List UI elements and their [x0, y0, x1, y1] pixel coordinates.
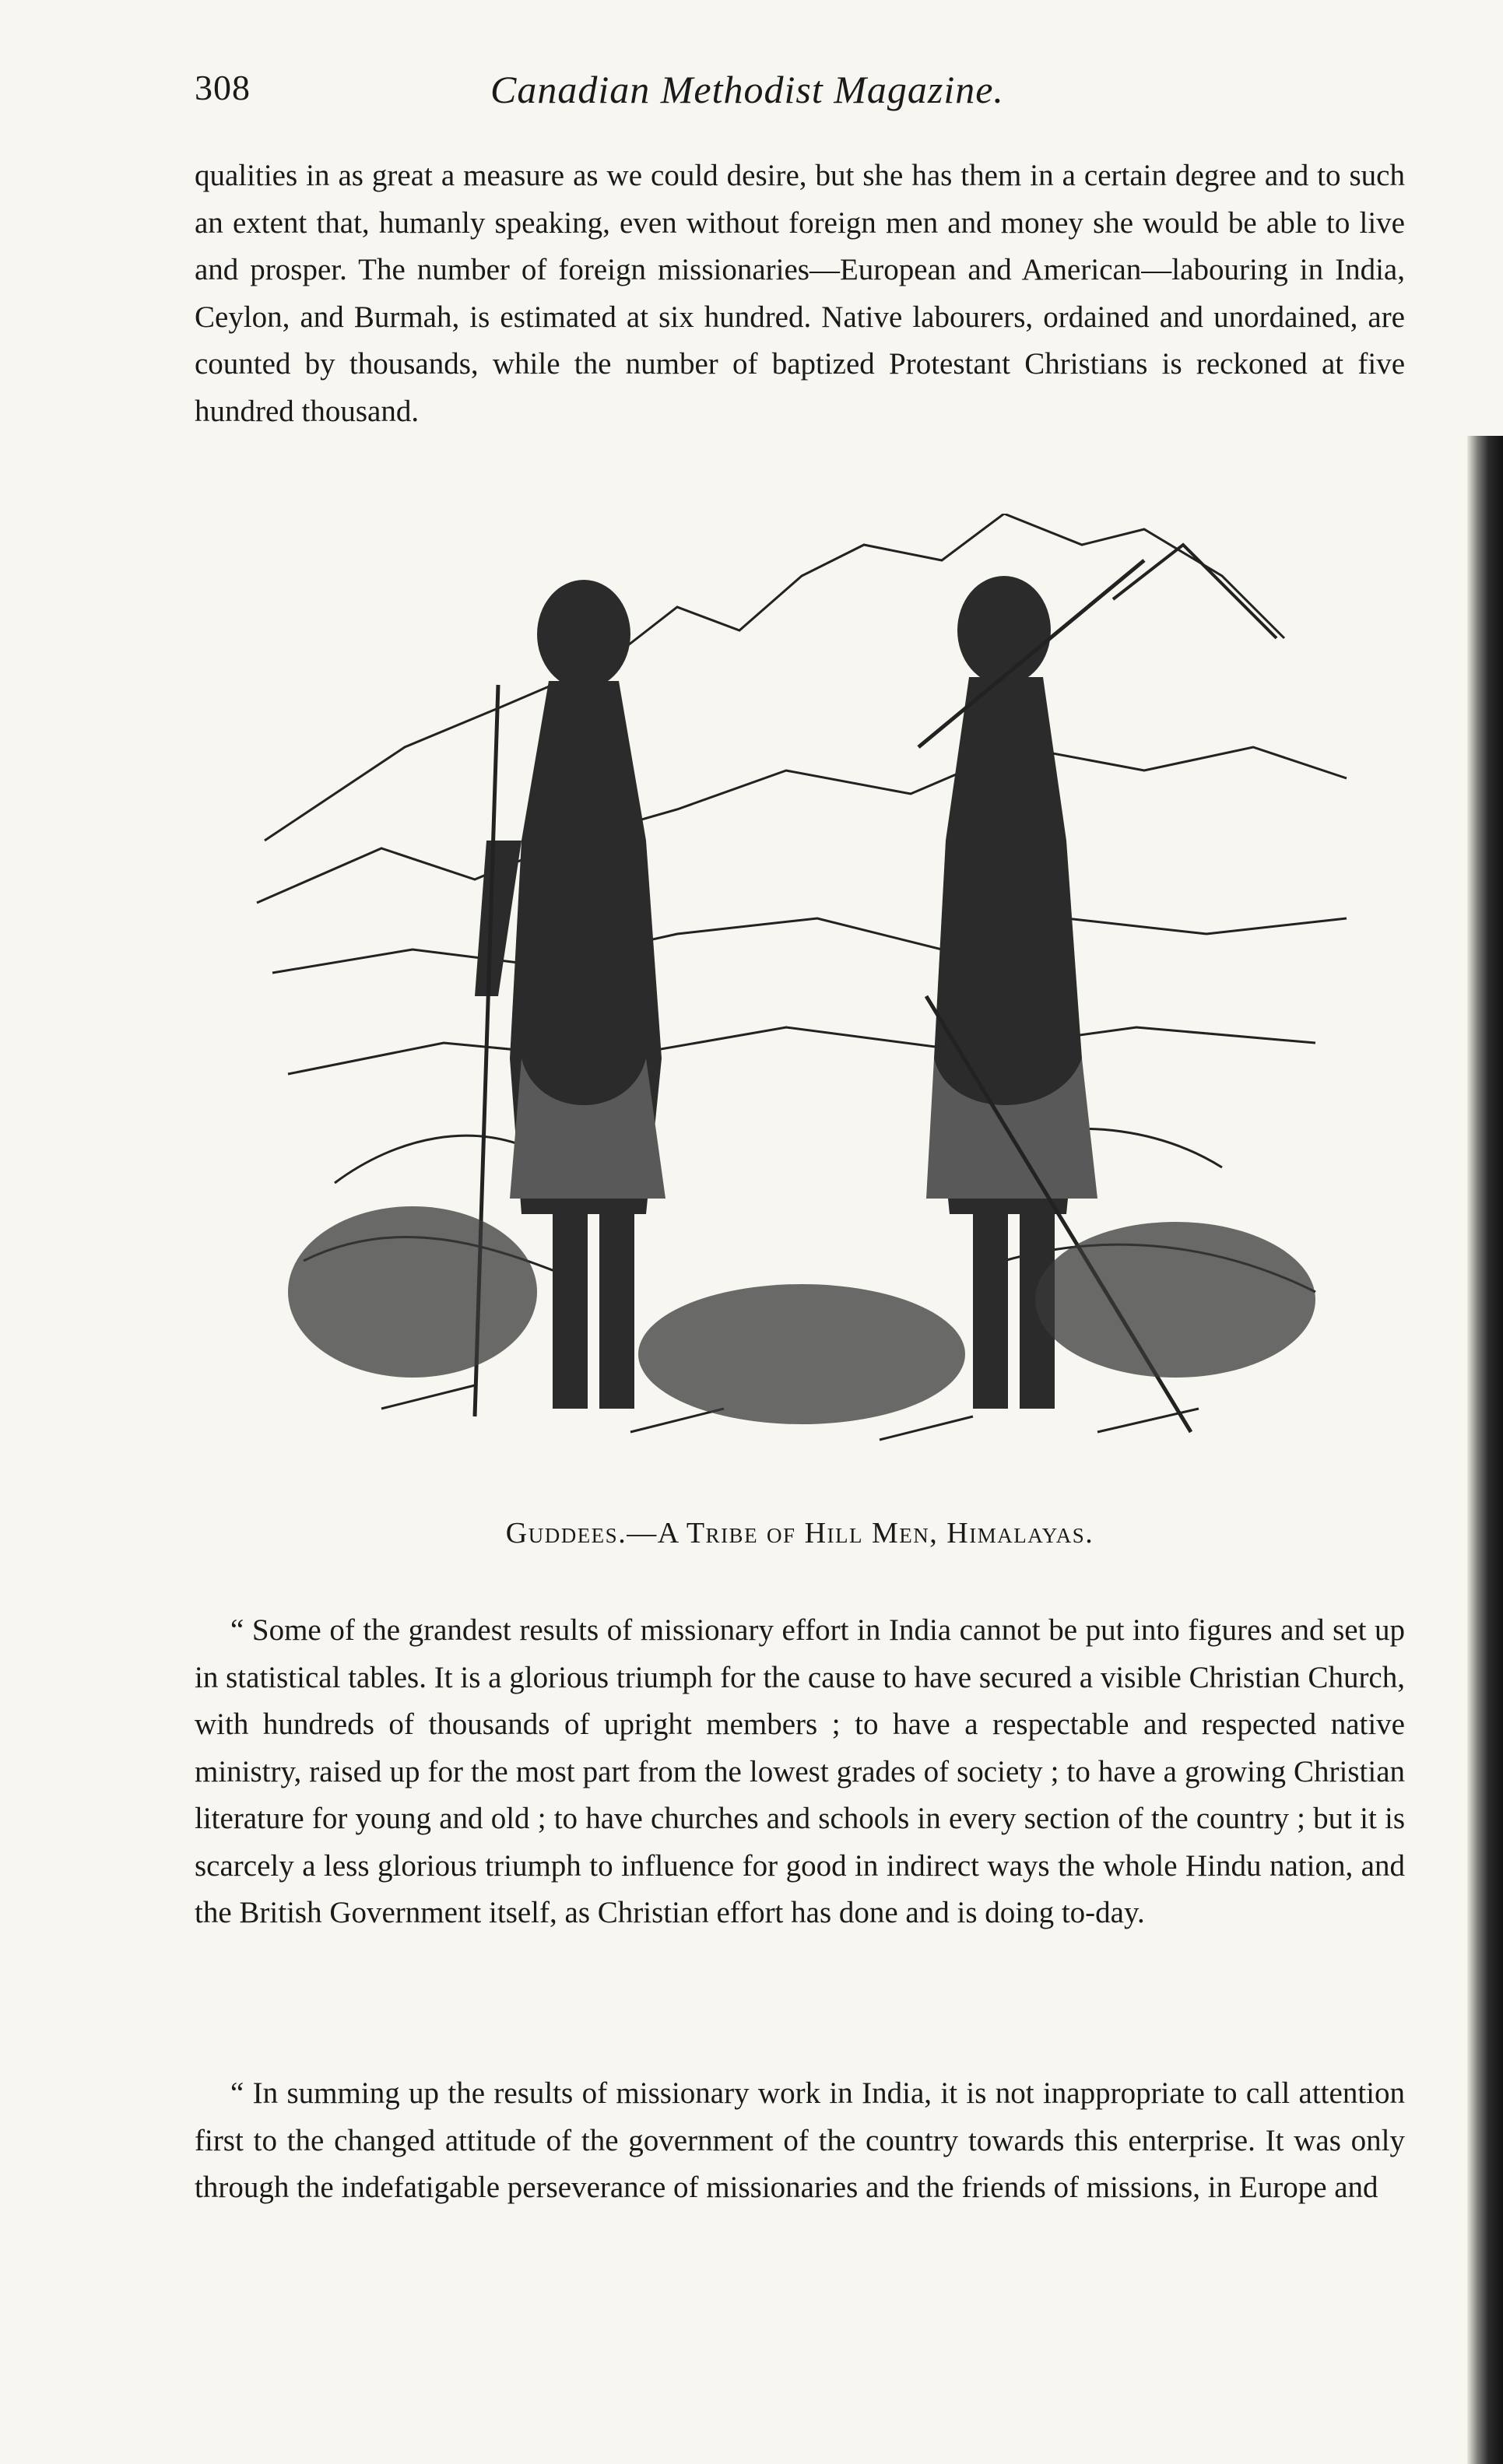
- figure-caption: Guddees.—A Tribe of Hill Men, Himalayas.: [505, 1517, 1094, 1550]
- engraving-svg: [241, 514, 1362, 1502]
- running-head: [195, 67, 1401, 121]
- journal-title: Canadian Methodist Magazine.: [490, 68, 1004, 111]
- paragraph-summing-up: “ In summing up the results of missionary work in India, it is not inappropriate to call attention first to the changed attitude of the government of the country towards this enterprise. It was only through the indefatigable perseverance of missionaries and the friends of missions, in Europe and: [195, 2076, 1405, 2204]
- paragraph-intro: qualities in as great a measure as we could desire, but she has them in a certain degree and to such an extent that, humanly speaking, even without foreign men and money she would be able to live and prosper. The number of foreign missionaries—European and American—labouring in India, Ceylon, and Burmah, is estimated at six hundred. Native labourers, ordained and unordained, are counted by thousands, while the number of baptized Protestant Christians is reckoned at five hundred thousand.: [195, 159, 1405, 428]
- paragraph-results: “ Some of the grandest results of missionary effort in India cannot be put into figures and set up in statistical tables. It is a glorious triumph for the cause to have secured a visible Christian Church, with hundreds of thousands of upright members ; to have a respectable and respected native ministry, raised up for the most part from the lowest grades of society ; to have a growing Christian literature for young and old ; to have churches and schools in every section of the country ; but it is scarcely a less glorious triumph to influence for good in indirect ways the whole Hindu nation, and the British Government itself, as Christian effort has done and is doing to-day.: [195, 1613, 1405, 1929]
- page-number: 308: [195, 68, 251, 107]
- page-edge-shadow: [1467, 436, 1503, 2464]
- engraving-hill-men-icon: [241, 514, 1362, 1502]
